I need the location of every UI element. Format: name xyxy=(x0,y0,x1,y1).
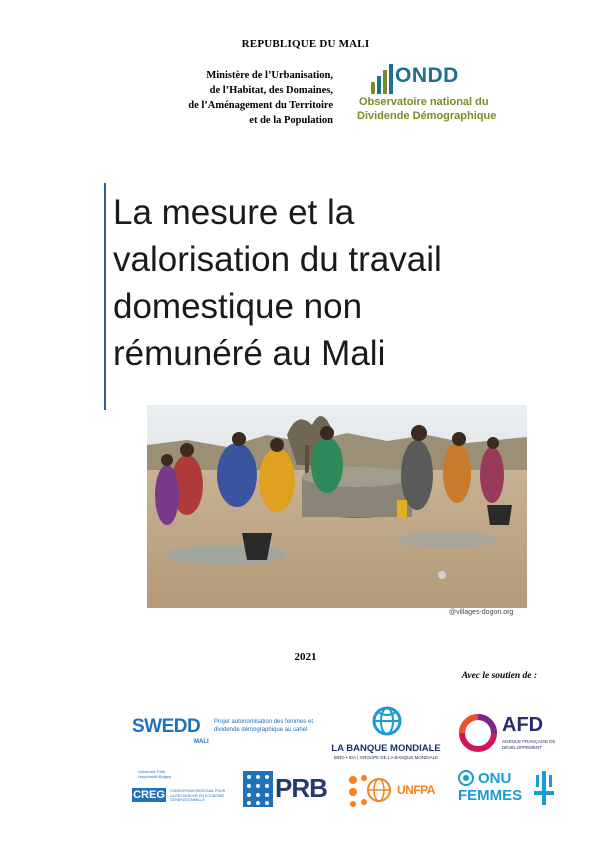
world-bank-logo xyxy=(330,706,442,762)
unfpa-people-icon xyxy=(347,772,393,808)
photo-credit: @villages-dogon.org xyxy=(449,609,514,616)
afd-logo xyxy=(458,710,558,756)
title-accent-bar xyxy=(104,183,106,410)
creg-university: Université Félix Houphouët-Boigny xyxy=(138,769,172,779)
prb-logo xyxy=(243,771,327,809)
ondd-subtitle-1: Observatoire national du xyxy=(359,96,489,108)
document-title xyxy=(113,189,583,377)
support-label: Avec le soutien de : xyxy=(461,671,537,681)
globe-icon xyxy=(372,706,402,738)
onu-femmes-line-1: ONU xyxy=(478,770,512,787)
swedd-logo xyxy=(132,712,322,752)
ondd-logo xyxy=(355,62,497,128)
un-emblem-icon xyxy=(458,770,474,786)
unfpa-logo xyxy=(347,772,437,808)
ministry-line-3: de l’Aménagement du Territoire xyxy=(188,100,333,111)
creg-name: CREG xyxy=(133,789,165,801)
swedd-country: MALI xyxy=(194,739,209,745)
ministry-name xyxy=(188,68,333,128)
world-bank-name: LA BANQUE MONDIALE xyxy=(331,743,441,754)
ondd-name: ONDD xyxy=(395,64,459,87)
women-symbol-icon xyxy=(534,771,554,805)
onu-femmes-logo xyxy=(458,769,558,809)
republic-header: REPUBLIQUE DU MALI xyxy=(241,38,370,50)
prb-name: PRB xyxy=(275,773,327,803)
world-bank-subtitle: BIRD • IDA | GROUPE DE LA BANQUE MONDIALE xyxy=(333,755,439,760)
ministry-line-1: Ministère de l’Urbanisation, xyxy=(206,70,333,81)
title-line-4: rémunéré au Mali xyxy=(113,334,386,373)
afd-name: AFD xyxy=(502,714,544,736)
publication-year: 2021 xyxy=(294,651,317,663)
ministry-line-4: et de la Population xyxy=(249,115,333,126)
afd-ring-icon xyxy=(458,710,498,756)
swedd-description: Projet autonomisation des femmes et dividende démographique au sahel xyxy=(214,719,314,733)
afd-subtitle: AGENCE FRANÇAISE DE DÉVELOPPEMENT xyxy=(502,739,556,750)
ministry-line-2: de l’Habitat, des Domaines, xyxy=(209,85,333,96)
bar-chart-people-icon xyxy=(371,64,393,94)
unfpa-name: UNFPA xyxy=(397,783,435,797)
title-line-1: La mesure et la xyxy=(113,193,355,232)
cover-photo xyxy=(147,405,527,608)
ondd-subtitle-2: Dividende Démographique xyxy=(357,110,497,122)
title-line-3: domestique non xyxy=(113,287,363,326)
onu-femmes-line-2: FEMMES xyxy=(458,787,523,804)
people-grid-icon xyxy=(243,771,273,807)
swedd-name: SWEDD xyxy=(132,716,201,737)
creg-subtitle: CONSORTIUM REGIONAL POUR LA RECHERCHE EN ECONOMIE GENERATIONNELLE xyxy=(170,789,226,802)
title-line-2: valorisation du travail xyxy=(113,240,442,279)
creg-logo xyxy=(132,769,224,809)
